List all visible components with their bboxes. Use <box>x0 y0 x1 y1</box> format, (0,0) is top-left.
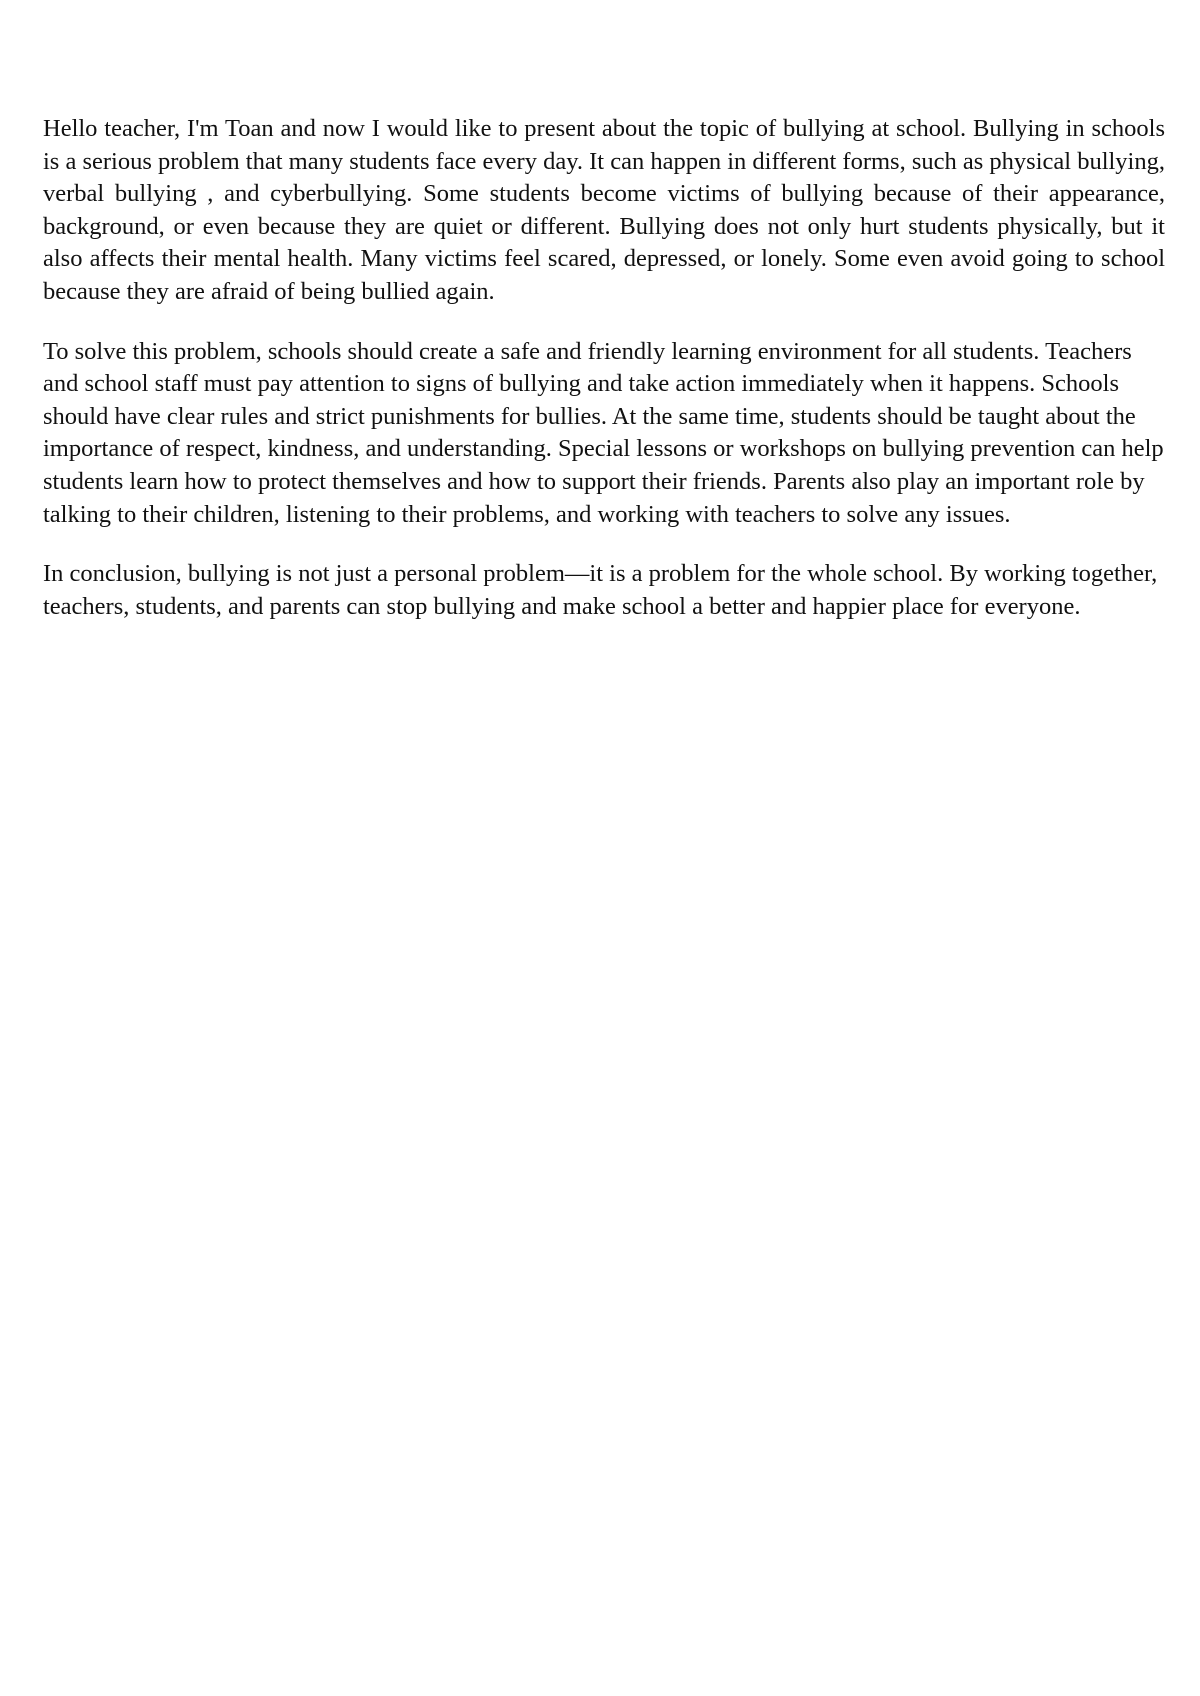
paragraph-conclusion: In conclusion, bullying is not just a personal problem—it is a problem for the whole school. By working together, teachers, students, and parents can stop bullying and make school a better and happier place for everyone. <box>43 560 1158 620</box>
document-body <box>43 113 1165 650</box>
paragraph-introduction: Hello teacher, I'm Toan and now I would like to present about the topic of bullying at school. Bullying in schools is a serious problem that many students face every day. It can happen in different forms, such as physical bullying, verbal bullying , and cyberbullying. Some students become victims of bullying because of their appearance, background, or even because they are quiet or different. Bullying does not only hurt students physically, but it also affects their mental health. Many victims feel scared, depressed, or lonely. Some even avoid going to school because they are afraid of being bullied again. <box>43 115 1165 305</box>
paragraph-solutions: To solve this problem, schools should create a safe and friendly learning environment for all students. Teachers and school staff must pay attention to signs of bullying and take action immediately when it happens. Schools should have clear rules and strict punishments for bullies. At the same time, students should be taught about the importance of respect, kindness, and understanding. Special lessons or workshops on bullying prevention can help students learn how to protect themselves and how to support their friends. Parents also play an important role by talking to their children, listening to their problems, and working with teachers to solve any issues. <box>43 337 1164 528</box>
